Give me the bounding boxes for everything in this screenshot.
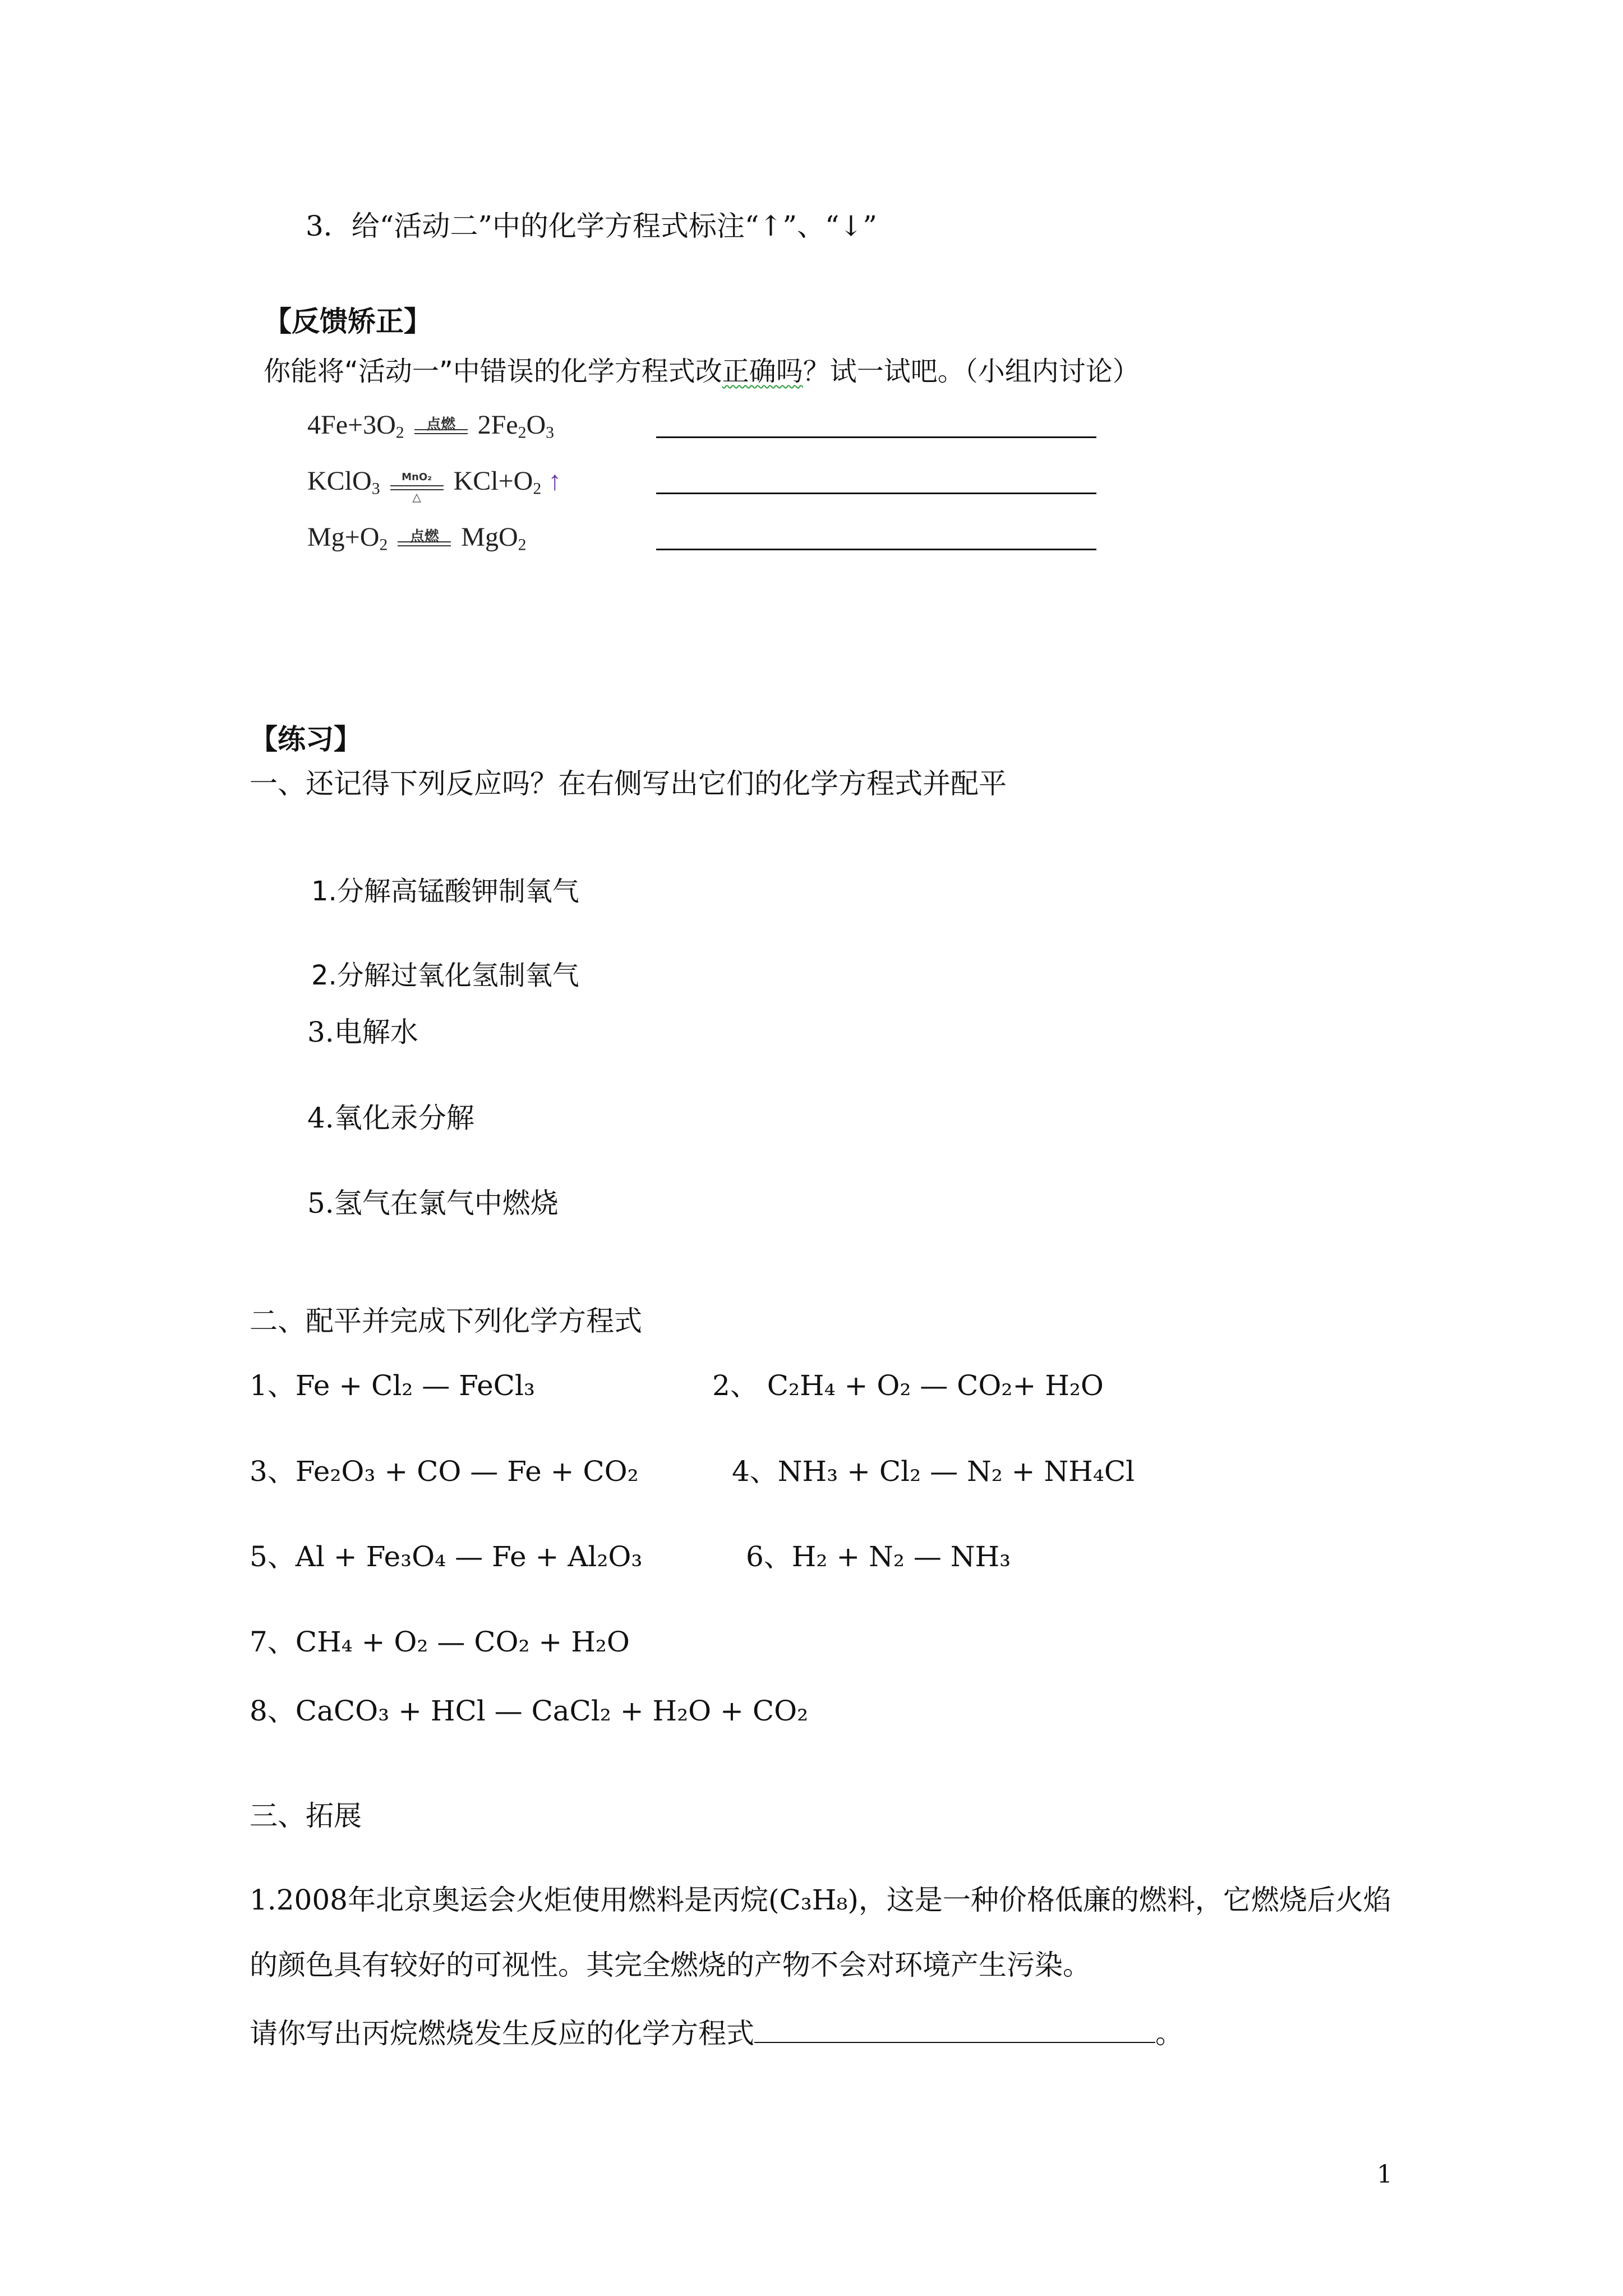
answer-blank-propane[interactable] [754,2018,1155,2043]
section-1-heading: 一、还记得下列反应吗？在右侧写出它们的化学方程式并配平 [250,767,1007,800]
extension-paragraph-line-1: 1.2008年北京奥运会火炬使用燃料是丙烷(C₃H₈)，这是一种价格低廉的燃料，它燃烧后火焰 [250,1884,1391,1916]
feedback-prompt: 你能将“活动一”中错误的化学方程式改正确吗？试一试吧。（小组内讨论） [264,356,1140,387]
wrong-equation-2: KClO$_3$ MnO₂ △ $KCl+O_2$ ↑ [307,466,562,504]
section-3-heading: 三、拓展 [250,1800,362,1832]
balance-equation-6: 6、H₂ + N₂ — NH₃ [746,1540,1011,1573]
answer-blank-2[interactable] [656,493,1096,494]
practice-title: 【练习】 [250,723,362,756]
list-item: 2.分解过氧化氢制氧气 [311,960,579,991]
instruction-item-3: 3．给“活动二”中的化学方程式标注“↑”、“↓” [306,210,877,242]
balance-equation-3: 3、Fe₂O₃ + CO — Fe + CO₂ [250,1455,639,1488]
balance-equation-5: 5、Al + Fe₃O₄ — Fe + Al₂O₃ [250,1540,643,1573]
reaction-condition: 点燃 [398,526,451,553]
answer-blank-1[interactable] [656,436,1096,438]
wrong-equation-1: $4Fe+3O_2$ 点燃 $2Fe_2O_3$ [307,410,555,442]
reaction-condition: 点燃 [414,414,468,441]
list-item: 3.电解水 [307,1016,418,1048]
balance-equation-2: 2、 C₂H₄ + O₂ — CO₂+ H₂O [712,1369,1104,1402]
up-arrow-icon: ↑ [548,466,562,496]
section-2-heading: 二、配平并完成下列化学方程式 [250,1305,642,1337]
extension-question: 请你写出丙烷燃烧发生反应的化学方程式 。 [250,2017,1183,2050]
balance-equation-4: 4、NH₃ + Cl₂ — N₂ + NH₄Cl [732,1455,1135,1488]
answer-blank-3[interactable] [656,549,1096,550]
list-item: 1.分解高锰酸钾制氧气 [311,876,579,907]
wavy-underlined-text: 正确吗 [722,356,803,387]
wrong-equation-3: $Mg+O_2$ 点燃 MgO$_2$ [307,522,527,554]
list-item: 5.氢气在氯气中燃烧 [307,1187,559,1220]
balance-equation-8: 8、CaCO₃ + HCl — CaCl₂ + H₂O + CO₂ [250,1695,809,1727]
page-number: 1 [1377,2160,1393,2189]
feedback-title: 【反馈矫正】 [264,305,432,338]
balance-equation-7: 7、CH₄ + O₂ — CO₂ + H₂O [250,1626,630,1658]
reaction-condition: MnO₂ △ [390,470,444,497]
list-item: 4.氧化汞分解 [307,1102,474,1134]
extension-paragraph-line-2: 的颜色具有较好的可视性。其完全燃烧的产物不会对环境产生污染。 [250,1949,1091,1981]
balance-equation-1: 1、Fe + Cl₂ — FeCl₃ [250,1369,535,1402]
